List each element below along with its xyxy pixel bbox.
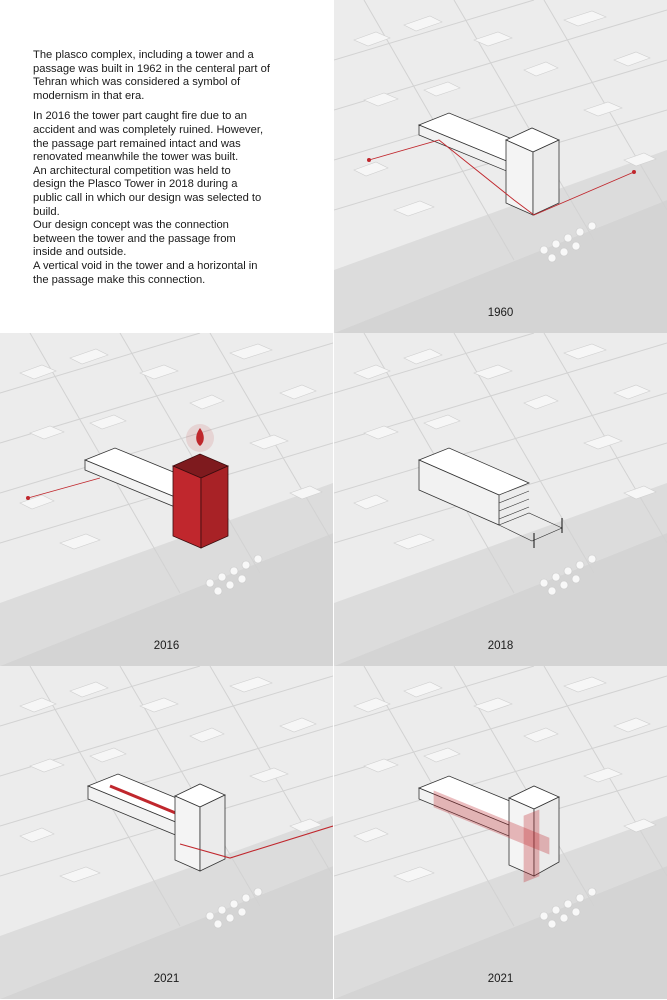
panel-2016	[0, 333, 333, 666]
year-label-2018: 2018	[487, 640, 514, 652]
intro-paragraph-2: In 2016 the tower part caught fire due to an accident and was completely ruined. However, the passage part remained intact and was renovated meanwhile the tower was built. An architectural competition was held to design the Plasco Tower in 2018 during a public call in which our design was selected to build. Our design concept was the connection between the tower and the passage from inside and outside. A vertical void in the tower and a horizontal in the passage make this connection.	[33, 110, 264, 286]
intro-paragraph-1: The plasco complex, including a tower and a passage was built in 1962 in the centeral part of Tehran which was considered a symbol of modernism in that era.	[33, 49, 270, 102]
panel-1960	[334, 0, 667, 333]
year-label-1960: 1960	[487, 307, 514, 319]
diagram-2021-vertical	[334, 666, 667, 999]
panel-2021-horizontal	[0, 666, 333, 999]
panel-2021-vertical	[334, 666, 667, 999]
diagram-2018	[334, 333, 667, 666]
diagram-2021-horizontal	[0, 666, 333, 999]
year-label-2021-left: 2021	[153, 973, 180, 985]
intro-panel	[0, 0, 333, 332]
diagram-2016	[0, 333, 333, 666]
year-label-2021-right: 2021	[487, 973, 514, 985]
intro-text	[33, 49, 295, 294]
diagram-1960	[334, 0, 667, 333]
panel-2018	[334, 333, 667, 666]
year-label-2016: 2016	[153, 640, 180, 652]
